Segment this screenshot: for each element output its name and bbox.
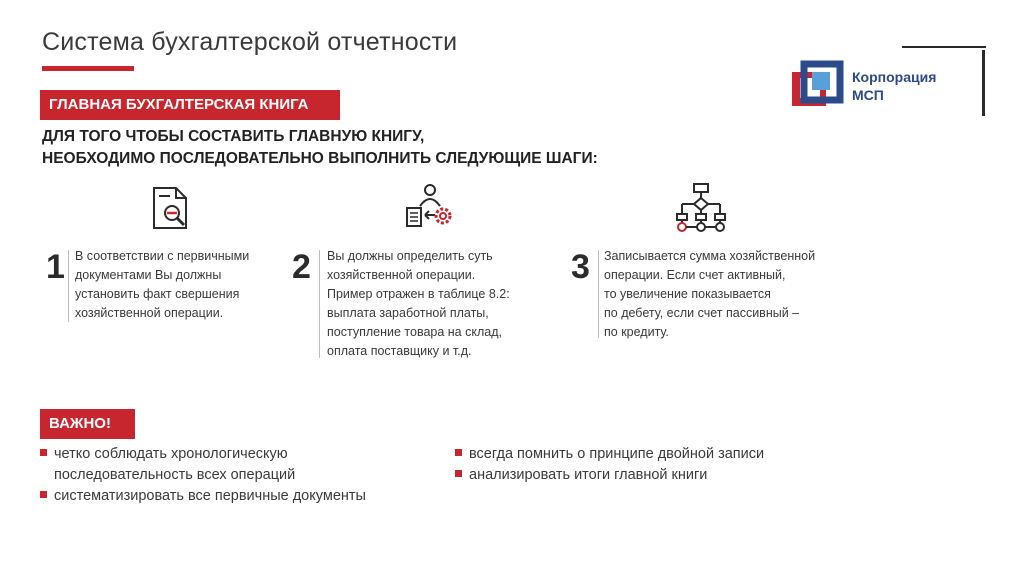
list-item-text: четко соблюдать хронологическую [54,446,288,462]
important-list-right [455,444,764,486]
step-text-line: оплата поставщику и т.д. [327,344,472,358]
step-divider [319,250,320,358]
step-text-line: Пример отражен в таблице 8.2: [327,287,510,301]
step-text [604,247,815,342]
step-text-line: Вы должны определить суть [327,249,493,263]
flowchart-icon [676,182,726,232]
bullet-square-icon [40,449,47,456]
important-badge: ВАЖНО! [40,409,135,439]
step-number: 2 [292,248,311,286]
step-text-line: по кредиту. [604,325,669,339]
logo-text-line2: МСП [852,87,884,103]
step-text-line: то увеличение показывается [604,287,771,301]
step-text [75,247,249,323]
bullet-square-icon [40,491,47,498]
list-item [40,444,366,465]
person-gear-document-icon [405,182,455,232]
list-item [455,465,764,486]
list-item [455,444,764,465]
step-text-line: документами Вы должны [75,268,222,282]
step-number: 1 [46,248,65,286]
step-text-line: выплата заработной платы, [327,306,489,320]
step-text-line: по дебету, если счет пассивный – [604,306,800,320]
bullet-square-icon [455,470,462,477]
page-title: Система бухгалтерской отчетности [42,28,458,56]
list-item-continuation: последовательность всех операций [54,467,296,483]
list-item-text: анализировать итоги главной книги [469,467,708,483]
step-text [327,247,510,361]
step-text-line: хозяйственной операции. [75,306,224,320]
list-item-text: систематизировать все первичные документы [54,488,366,504]
section-badge: ГЛАВНАЯ БУХГАЛТЕРСКАЯ КНИГА [40,90,340,120]
step-text-line: операции. Если счет активный, [604,268,786,282]
step-text-line: поступление товара на склад, [327,325,502,339]
frame-decoration-right [982,50,985,116]
logo [790,58,950,110]
title-underline [42,66,134,71]
step-divider [598,250,599,338]
document-search-icon [146,184,196,234]
logo-text-line1: Корпорация [852,69,937,85]
step-text-line: В соответствии с первичными [75,249,250,263]
bullet-square-icon [455,449,462,456]
important-list-left [40,444,366,507]
list-item [40,486,366,507]
list-item-text: всегда помнить о принципе двойной записи [469,446,765,462]
step-text-line: Записывается сумма хозяйственной [604,249,816,263]
logo-mark-icon [790,58,846,110]
step-text-line: установить факт свершения [75,287,240,301]
step-divider [68,250,69,322]
frame-decoration-top [902,46,986,48]
subtitle-line: НЕОБХОДИМО ПОСЛЕДОВАТЕЛЬНО ВЫПОЛНИТЬ СЛЕДУЮЩИЕ ШАГИ: [42,150,598,167]
step-number: 3 [571,248,590,286]
subtitle [42,126,598,170]
subtitle-line: ДЛЯ ТОГО ЧТОБЫ СОСТАВИТЬ ГЛАВНУЮ КНИГУ, [42,128,425,145]
step-text-line: хозяйственной операции. [327,268,476,282]
